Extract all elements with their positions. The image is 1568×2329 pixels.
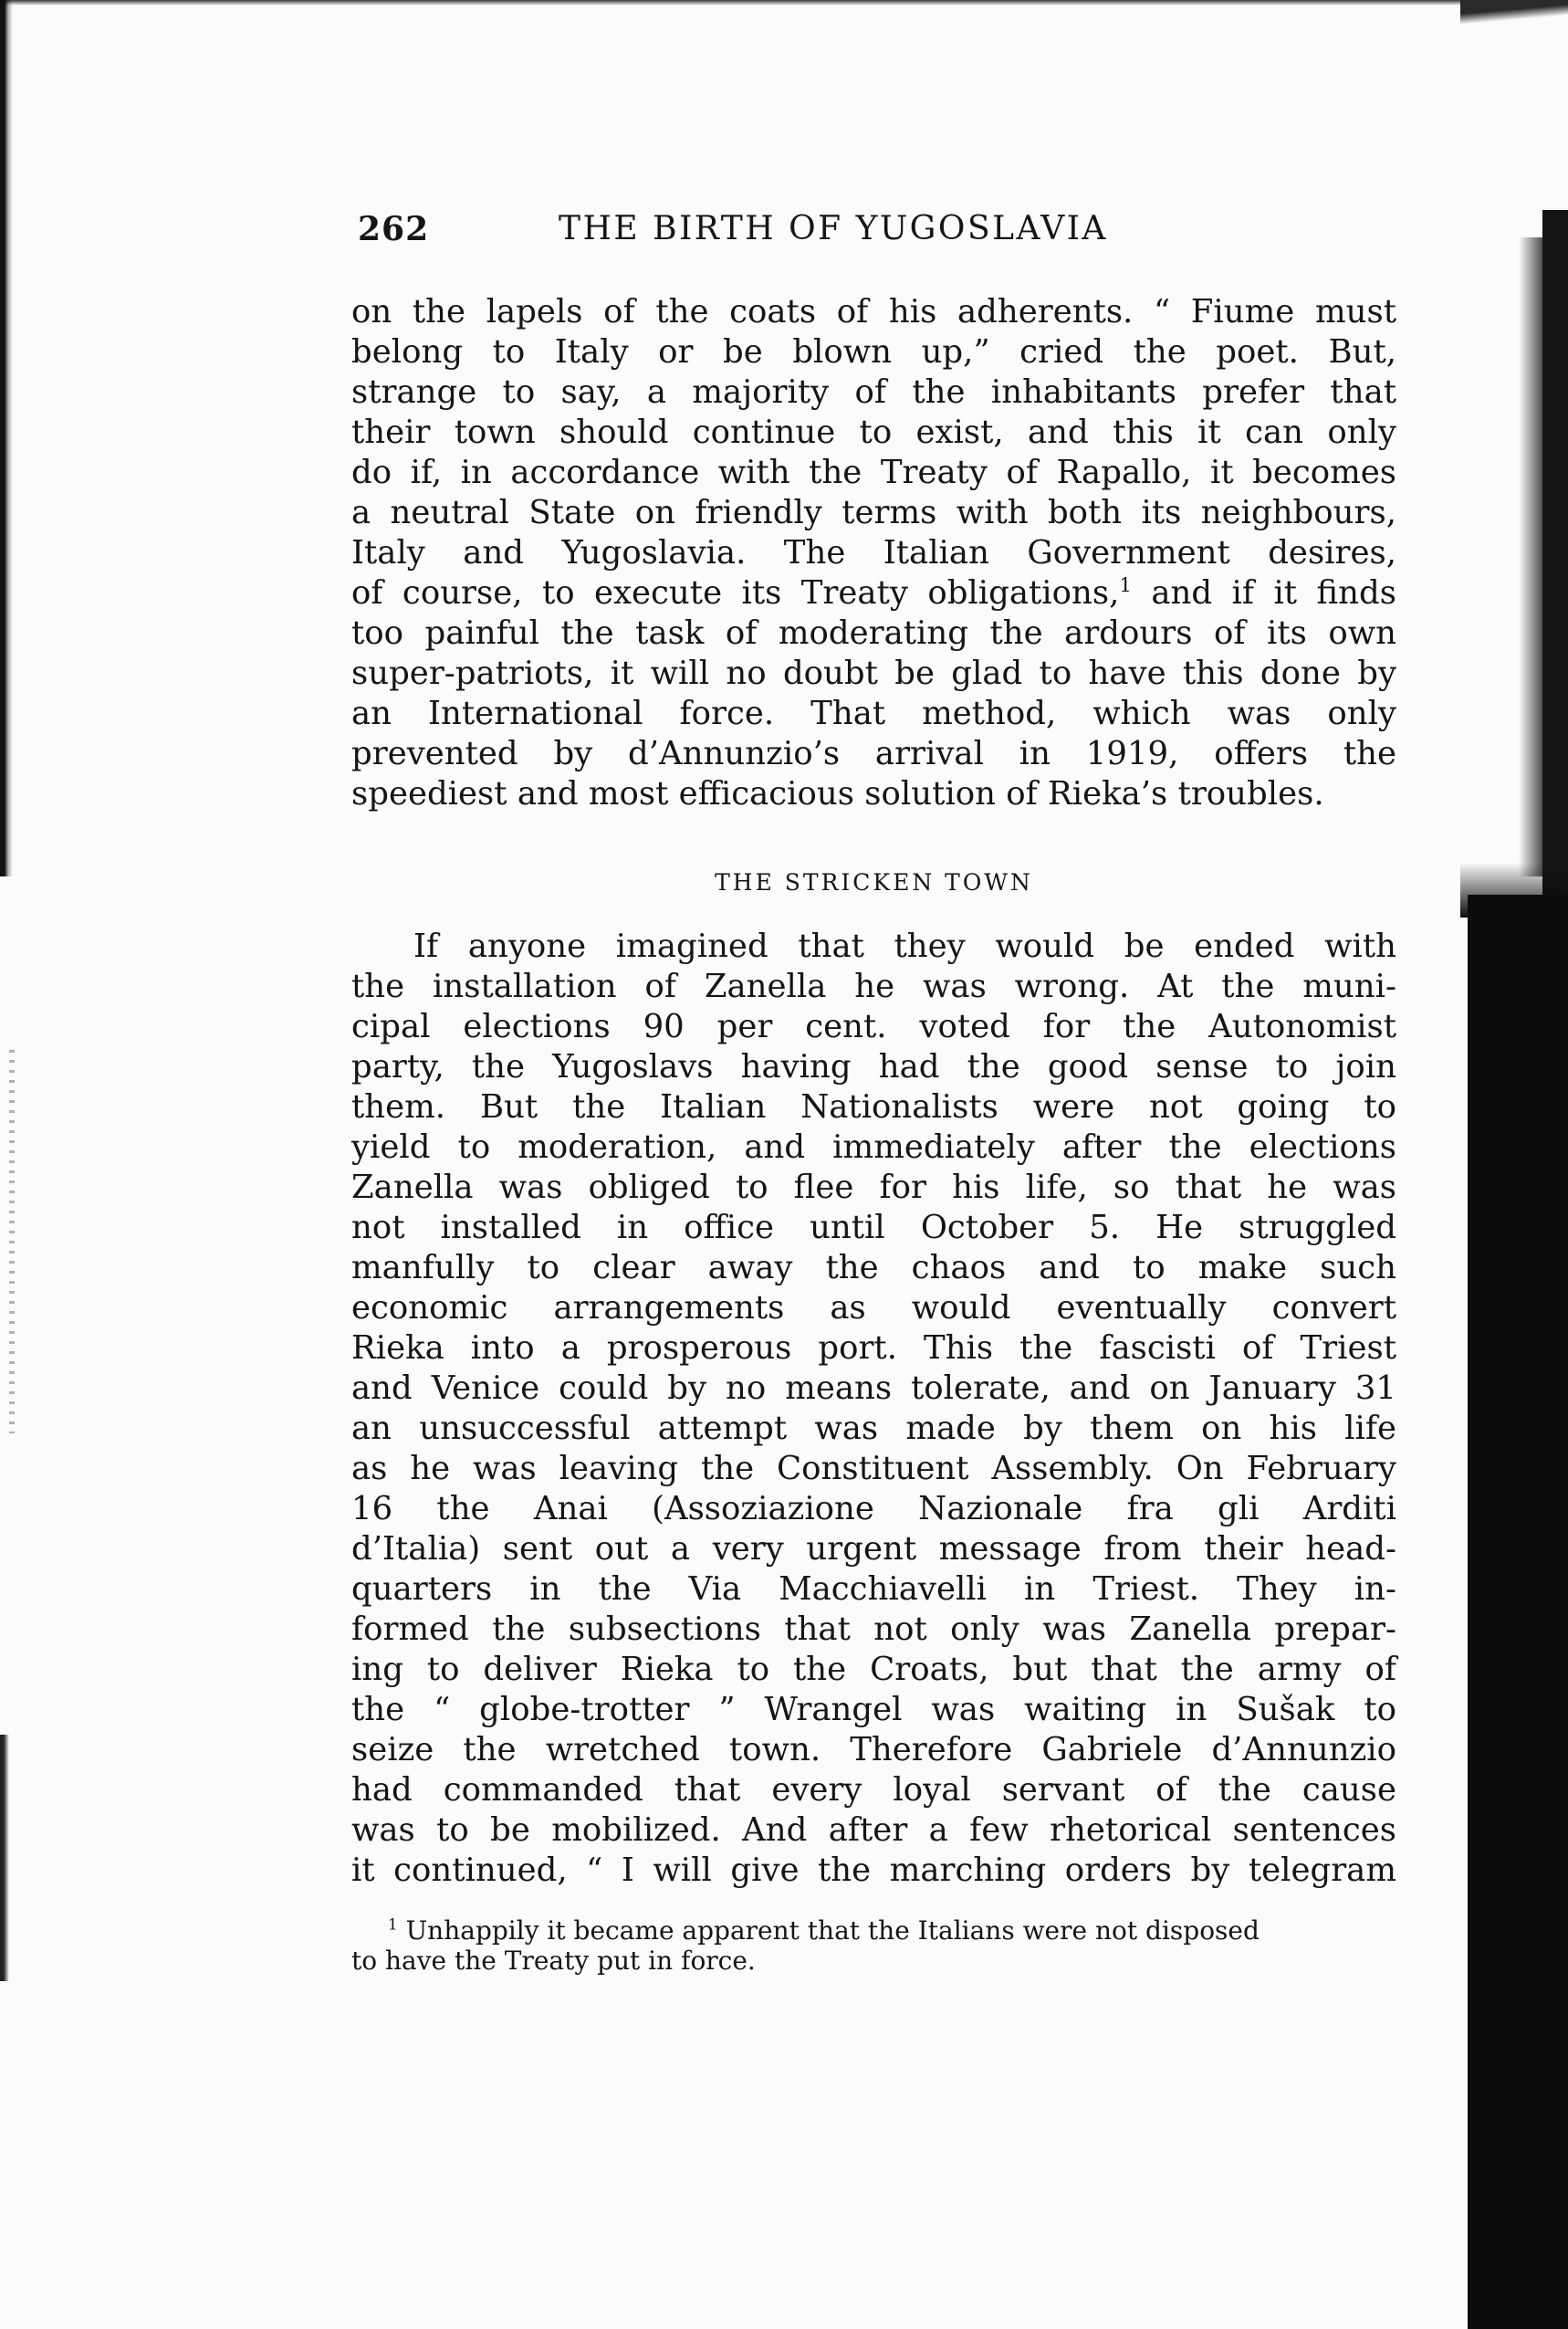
footnote-line: to have the Treaty put in force. (351, 1946, 756, 1976)
text-line: do if, in accordance with the Treaty of Rapallo, it becomes (351, 454, 1396, 491)
paragraph-1 (351, 292, 1396, 814)
text-line: economic arrangements as would eventually convert (351, 1289, 1396, 1327)
text-line: the “ globe-trotter ” Wrangel was waiting in Sušak to (351, 1691, 1396, 1728)
text-line: had commanded that every loyal servant of the cause (351, 1771, 1396, 1809)
running-header (358, 210, 1243, 256)
footnote (351, 1915, 1396, 1976)
text-line: too painful the task of moderating the ardours of its own (351, 614, 1396, 652)
text-line: and Venice could by no means tolerate, and on January 31 (351, 1369, 1396, 1407)
text-line: Italy and Yugoslavia. The Italian Government desires, (351, 534, 1396, 572)
text-line: it continued, “ I will give the marching orders by telegram (351, 1852, 1396, 1889)
paragraph-2 (351, 927, 1396, 1891)
scan-edge-right-curl (1460, 0, 1568, 26)
text-line: quarters in the Via Macchiavelli in Triest. They in- (351, 1570, 1396, 1608)
text-line: the installation of Zanella he was wrong. At the muni- (351, 968, 1396, 1005)
footnote-line (351, 1915, 1396, 1946)
scan-specks-left (9, 1050, 15, 1433)
section-heading: THE STRICKEN TOWN (715, 869, 1033, 896)
text-line: belong to Italy or be blown up,” cried the poet. But, (351, 333, 1396, 371)
text-line: formed the subsections that not only was Zanella prepar- (351, 1610, 1396, 1648)
text-line: on the lapels of the coats of his adherents. “ Fiume must (351, 293, 1396, 330)
text-line: manfully to clear away the chaos and to make such (351, 1249, 1396, 1286)
text-line: their town should continue to exist, and this it can only (351, 414, 1396, 451)
footnote-text: Unhappily it became apparent that the Italians were not disposed (397, 1915, 1260, 1946)
text-line: speediest and most efficacious solution of Rieka’s troubles. (351, 775, 1324, 813)
text-line: as he was leaving the Constituent Assembly. On February (351, 1450, 1396, 1487)
scan-edge-right-block (1468, 895, 1568, 2329)
text-line: was to be mobilized. And after a few rhetorical sentences (351, 1811, 1396, 1849)
page-number: 262 (358, 210, 430, 248)
text-line: Rieka into a prosperous port. This the fascisti of Triest (351, 1329, 1396, 1367)
text-line-with-footnote (351, 573, 1396, 614)
text-line: If anyone imagined that they would be ended with (413, 928, 1396, 965)
text-line: ing to deliver Rieka to the Croats, but that the army of (351, 1651, 1396, 1688)
text-line: a neutral State on friendly terms with both its neighbours, (351, 494, 1396, 531)
text-line: an International force. That method, which was only (351, 695, 1396, 732)
text-line-tail: and if it finds (1131, 574, 1396, 612)
text-line: d’Italia) sent out a very urgent message from their head- (351, 1530, 1396, 1568)
text-line: them. But the Italian Nationalists were not going to (351, 1088, 1396, 1126)
text-line-head: of course, to execute its Treaty obligations, (351, 574, 1120, 612)
scan-edge-left (0, 0, 13, 876)
text-line: Zanella was obliged to flee for his life, so that he was (351, 1169, 1396, 1206)
footnote-marker: 1 (388, 1915, 398, 1934)
scan-edge-top (0, 0, 1568, 5)
text-line: yield to moderation, and immediately after the elections (351, 1128, 1396, 1166)
text-line: super-patriots, it will no doubt be glad to have this done by (351, 655, 1396, 692)
text-line: strange to say, a majority of the inhabitants prefer that (351, 373, 1396, 411)
text-line: party, the Yugoslavs having had the good sense to join (351, 1048, 1396, 1086)
text-line: an unsuccessful attempt was made by them on his life (351, 1410, 1396, 1447)
text-line: not installed in office until October 5. He struggled (351, 1209, 1396, 1246)
text-line: prevented by d’Annunzio’s arrival in 1919, offers the (351, 735, 1396, 772)
scan-edge-left-lower (0, 1735, 9, 1981)
text-line: 16 the Anai (Assoziazione Nazionale fra gli Arditi (351, 1490, 1396, 1527)
text-line: seize the wretched town. Therefore Gabriele d’Annunzio (351, 1731, 1396, 1768)
text-line: cipal elections 90 per cent. voted for the Autonomist (351, 1008, 1396, 1045)
footnote-reference: 1 (1119, 574, 1132, 598)
running-title: THE BIRTH OF YUGOSLAVIA (559, 210, 1108, 247)
